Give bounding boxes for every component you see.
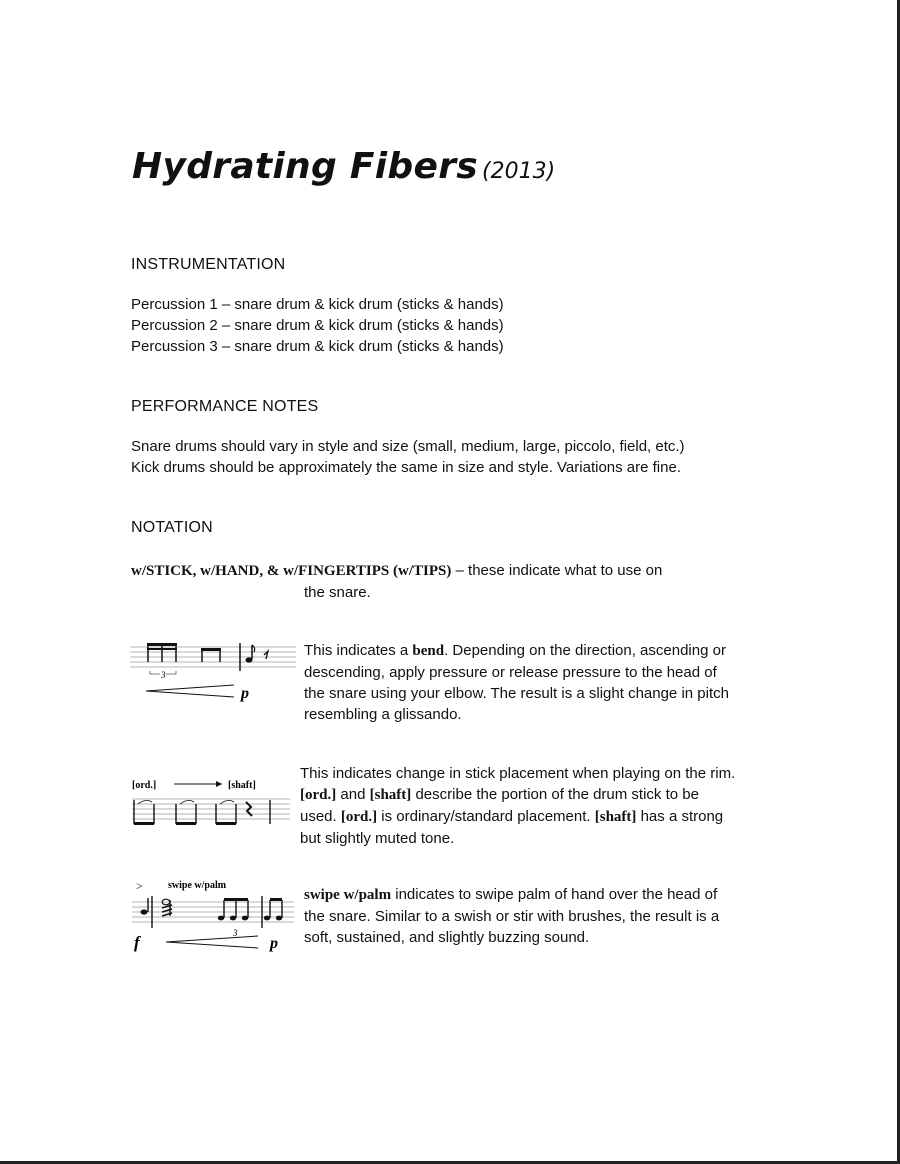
performance-note-line-2: Kick drums should be approximately the same in size and style. Variations are fine.: [131, 459, 681, 476]
performance-note-line-1: Snare drums should vary in style and size (small, medium, large, piccolo, field, etc.): [131, 438, 685, 455]
placement-shaft-2: [shaft]: [594, 809, 637, 825]
placement-example: [130, 774, 292, 839]
swipe-example: [130, 876, 296, 961]
bend-tuplet: 3: [161, 670, 166, 680]
instrumentation-heading: INSTRUMENTATION: [131, 256, 286, 273]
placement-line-3c: is ordinary/standard placement.: [377, 808, 595, 825]
placement-from: [ord.]: [132, 780, 157, 791]
notation-bend: [304, 640, 729, 725]
bend-notation-graphic: [128, 635, 298, 707]
bend-line-3: the snare using your elbow. The result is a slight change in pitch: [304, 685, 729, 702]
swipe-label: swipe w/palm: [168, 880, 227, 891]
sticks-term: w/STICK, w/HAND, & w/FINGERTIPS (w/TIPS): [131, 563, 452, 579]
bend-line-1c: . Depending on the direction, ascending or: [444, 642, 726, 659]
placement-line-1: This indicates change in stick placement when playing on the rim.: [300, 765, 736, 782]
swipe-notation-graphic: [130, 876, 296, 956]
placement-ord-2: [ord.]: [340, 809, 378, 825]
swipe-line-2: the snare. Similar to a swish or stir with brushes, the result is a: [304, 908, 720, 925]
page-title: [132, 146, 555, 187]
instrumentation-line-1: Percussion 1 – snare drum & kick drum (sticks & hands): [131, 296, 504, 313]
swipe-line-1b: indicates to swipe palm of hand over the head of: [391, 886, 718, 903]
notation-sticks: [131, 560, 662, 603]
bend-line-2: descending, apply pressure or release pressure to the head of: [304, 664, 717, 681]
sticks-desc-2: the snare.: [304, 584, 371, 601]
placement-line-3e: has a strong: [636, 808, 724, 825]
swipe-term: swipe w/palm: [304, 887, 392, 903]
placement-notation-graphic: [130, 774, 292, 834]
swipe-dynamic-end: p: [270, 935, 278, 952]
placement-line-3a: used.: [300, 808, 341, 825]
placement-line-2d: describe the portion of the drum stick to be: [411, 786, 699, 803]
swipe-dynamic-start: f: [134, 933, 140, 952]
bend-line-4: resembling a glissando.: [304, 706, 462, 723]
placement-shaft-1: [shaft]: [369, 787, 412, 803]
placement-to: [shaft]: [228, 780, 256, 791]
instrumentation-line-3: Percussion 3 – snare drum & kick drum (sticks & hands): [131, 338, 504, 355]
notation-placement: [300, 763, 735, 849]
placement-line-2b: and: [336, 786, 370, 803]
sticks-desc-1: – these indicate what to use on: [451, 562, 663, 579]
notation-heading: NOTATION: [131, 519, 213, 536]
notation-swipe: [304, 884, 719, 948]
performance-notes-heading: PERFORMANCE NOTES: [131, 398, 319, 415]
bend-term: bend: [412, 643, 445, 659]
title-year: (2013): [482, 159, 556, 184]
swipe-line-3: soft, sustained, and slightly buzzing sound.: [304, 929, 590, 946]
placement-line-4: but slightly muted tone.: [300, 830, 455, 847]
placement-ord-1: [ord.]: [300, 787, 337, 803]
swipe-accent: >: [136, 879, 143, 893]
bend-line-1a: This indicates a: [304, 642, 413, 659]
bend-dynamic: p: [241, 685, 249, 702]
bend-example: [128, 635, 298, 712]
title-main: Hydrating Fibers: [132, 146, 478, 187]
swipe-tuplet: 3: [233, 928, 238, 938]
instrumentation-line-2: Percussion 2 – snare drum & kick drum (sticks & hands): [131, 317, 504, 334]
